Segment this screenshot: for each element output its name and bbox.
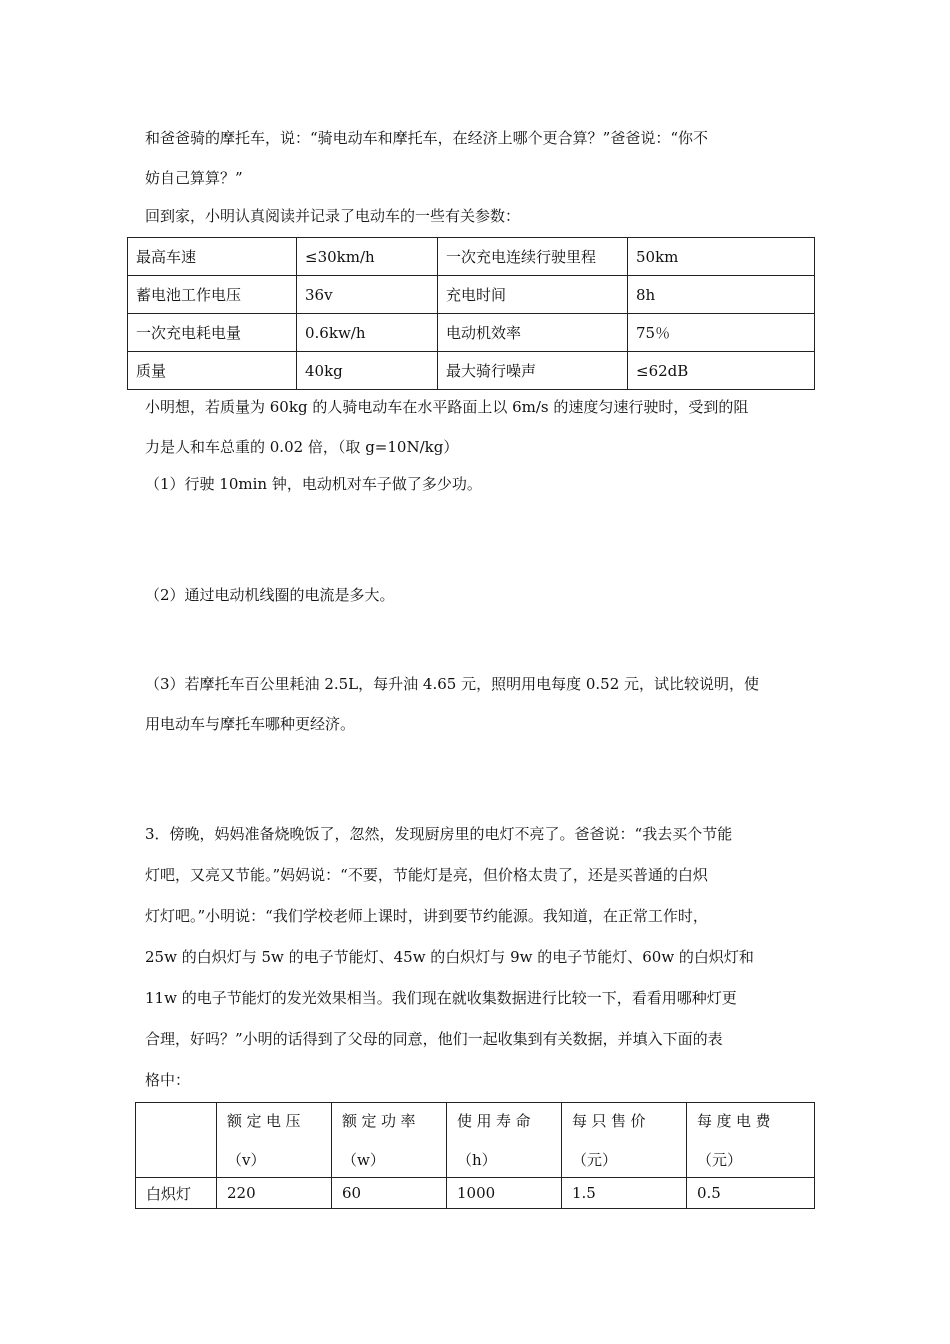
header-label: 每只售价	[572, 1112, 651, 1130]
ebike-params-table	[127, 237, 815, 390]
param-value: 50km	[628, 238, 815, 276]
header-cell	[687, 1103, 815, 1178]
header-cell	[217, 1103, 332, 1178]
table-cell: 1000	[447, 1178, 562, 1209]
param-value: 75％	[628, 314, 815, 352]
param-value: ≤30km/h	[297, 238, 438, 276]
header-label: 额定电压	[227, 1112, 306, 1130]
param-label: 蓄电池工作电压	[128, 276, 297, 314]
table-row	[128, 314, 815, 352]
problem3-line: 格中：	[145, 1071, 191, 1089]
param-value: 40kg	[297, 352, 438, 390]
intro-line-3: 回到家，小明认真阅读并记录了电动车的一些有关参数：	[145, 207, 521, 225]
param-value: 0.6kw/h	[297, 314, 438, 352]
header-unit: （h）	[457, 1151, 497, 1169]
question-3-line-1: （3）若摩托车百公里耗油 2.5L，每升油 4.65 元，照明用电每度 0.52 元，试比较说明，使	[145, 675, 759, 693]
problem2-condition-1: 小明想，若质量为 60kg 的人骑电动车在水平路面上以 6m/s 的速度匀速行驶时，受到的阻	[145, 398, 749, 416]
question-3-line-2: 用电动车与摩托车哪种更经济。	[145, 715, 356, 733]
table-cell: 60	[332, 1178, 447, 1209]
problem3-line: 25w 的白炽灯与 5w 的电子节能灯、45w 的白炽灯与 9w 的电子节能灯、60w 的白炽灯和	[145, 948, 754, 966]
param-label: 质量	[128, 352, 297, 390]
param-value: 36v	[297, 276, 438, 314]
problem3-line: 灯吧，又亮又节能。”妈妈说：“不要，节能灯是亮，但价格太贵了，还是买普通的白炽	[145, 866, 708, 884]
param-label: 最大骑行噪声	[438, 352, 628, 390]
param-label: 充电时间	[438, 276, 628, 314]
row-label: 白炽灯	[136, 1178, 217, 1209]
intro-line-2: 妨自己算算？”	[145, 169, 243, 187]
header-label: 额定功率	[342, 1112, 421, 1130]
param-label: 电动机效率	[438, 314, 628, 352]
problem3-line: 合理，好吗？”小明的话得到了父母的同意，他们一起收集到有关数据，并填入下面的表	[145, 1030, 723, 1048]
problem2-condition-2: 力是人和车总重的 0.02 倍，（取 g=10N/kg）	[145, 438, 459, 456]
table-row	[128, 352, 815, 390]
question-2: （2）通过电动机线圈的电流是多大。	[145, 586, 395, 604]
param-label: 一次充电连续行驶里程	[438, 238, 628, 276]
table-row	[128, 276, 815, 314]
problem3-line: 3．傍晚，妈妈准备烧晚饭了，忽然，发现厨房里的电灯不亮了。爸爸说：“我去买个节能	[145, 825, 733, 843]
header-empty-cell	[136, 1103, 217, 1178]
header-label: 使用寿命	[457, 1112, 536, 1130]
intro-line-1: 和爸爸骑的摩托车，说：“骑电动车和摩托车，在经济上哪个更合算？”爸爸说：“你不	[145, 129, 709, 147]
header-label: 每度电费	[697, 1112, 776, 1130]
table-cell: 0.5	[687, 1178, 815, 1209]
param-value: ≤62dB	[628, 352, 815, 390]
header-unit: （元）	[572, 1151, 618, 1169]
table-row	[136, 1178, 815, 1209]
header-unit: （v）	[227, 1151, 266, 1169]
param-label: 一次充电耗电量	[128, 314, 297, 352]
header-cell	[447, 1103, 562, 1178]
question-1: （1）行驶 10min 钟，电动机对车子做了多少功。	[145, 475, 482, 493]
header-cell	[562, 1103, 687, 1178]
problem3-line: 11w 的电子节能灯的发光效果相当。我们现在就收集数据进行比较一下，看看用哪种灯更	[145, 989, 737, 1007]
problem3-line: 灯灯吧。”小明说：“我们学校老师上课时，讲到要节约能源。我知道，在正常工作时，	[145, 907, 708, 925]
header-cell	[332, 1103, 447, 1178]
param-label: 最高车速	[128, 238, 297, 276]
param-value: 8h	[628, 276, 815, 314]
lamp-comparison-table	[135, 1102, 815, 1209]
header-unit: （w）	[342, 1151, 385, 1169]
table-cell: 220	[217, 1178, 332, 1209]
table-header-row	[136, 1103, 815, 1178]
table-row	[128, 238, 815, 276]
table-cell: 1.5	[562, 1178, 687, 1209]
header-unit: （元）	[697, 1151, 743, 1169]
